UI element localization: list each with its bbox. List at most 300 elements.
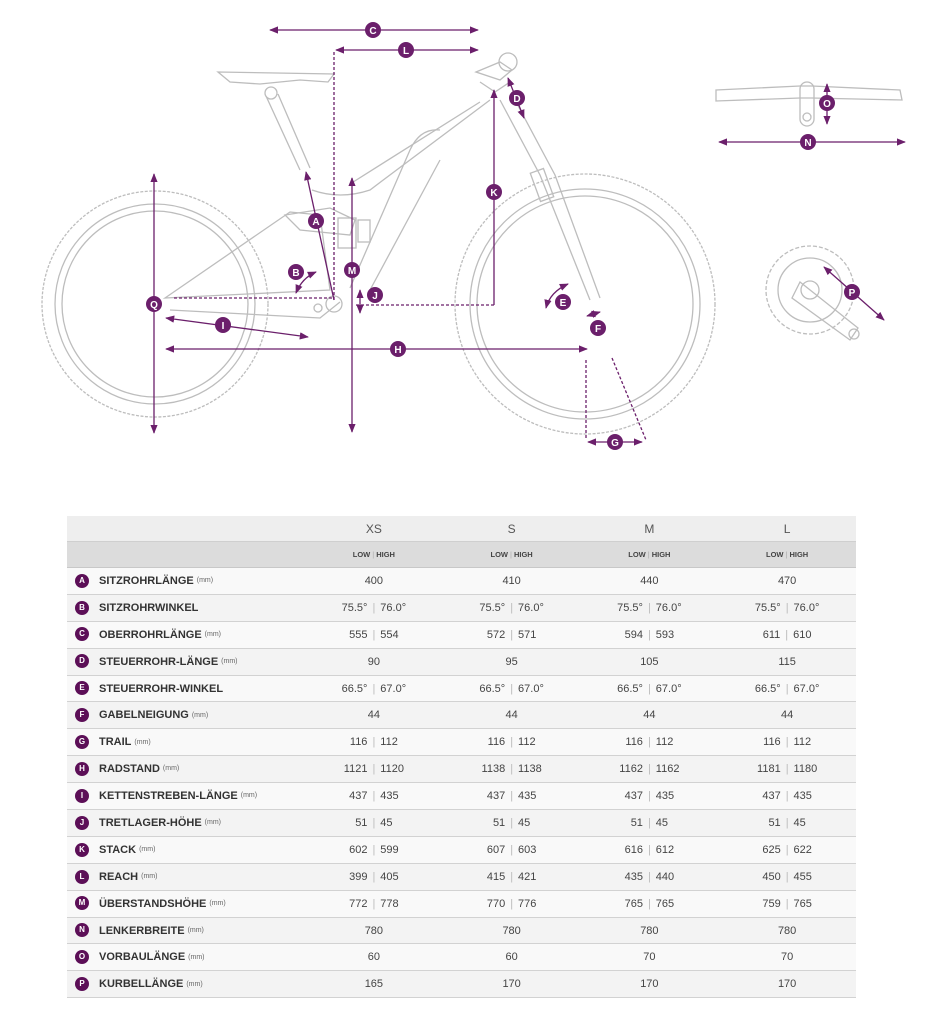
value: 105 xyxy=(640,655,659,668)
low-value: 399 xyxy=(349,870,368,883)
high-value: 622 xyxy=(793,843,812,856)
high-value: 1120 xyxy=(380,763,404,776)
value: 170 xyxy=(777,978,797,991)
low-value: 66.5° xyxy=(479,682,506,695)
size-header: XS xyxy=(305,516,443,542)
svg-text:F: F xyxy=(594,324,602,335)
low-value: 66.5° xyxy=(341,682,368,695)
parameter-unit: (mm) xyxy=(204,630,221,638)
value-cell xyxy=(718,917,856,944)
low-value: 75.5° xyxy=(479,601,506,614)
high-value: 599 xyxy=(380,843,399,856)
value-cell xyxy=(581,783,719,810)
table-row xyxy=(67,568,856,595)
high-value: 435 xyxy=(655,790,675,803)
handlebar-detail xyxy=(716,82,902,126)
separator: | xyxy=(785,897,789,910)
high-value: 45 xyxy=(655,816,669,829)
value-cell xyxy=(718,594,856,621)
low-high-header-row xyxy=(67,542,856,568)
parameter-badge: K xyxy=(75,843,89,857)
size-header-row xyxy=(67,516,856,542)
high-value: 405 xyxy=(380,870,399,883)
parameter-badge: I xyxy=(75,789,89,803)
separator: | xyxy=(372,628,376,641)
value: 70 xyxy=(781,951,794,964)
separator: | xyxy=(647,816,651,829)
low-label: LOW xyxy=(352,550,371,559)
separator: | xyxy=(510,763,514,776)
high-value: 603 xyxy=(518,843,537,856)
parameter-unit: (mm) xyxy=(221,657,238,665)
parameter-badge: O xyxy=(75,950,89,964)
value-cell xyxy=(443,863,581,890)
low-value: 759 xyxy=(762,897,781,910)
parameter-label-cell xyxy=(67,971,305,998)
geometry-rows xyxy=(67,568,856,998)
high-value: 435 xyxy=(518,790,537,803)
separator: | xyxy=(372,550,375,559)
separator: | xyxy=(785,790,789,803)
high-value: 45 xyxy=(518,816,531,829)
separator: | xyxy=(510,550,512,559)
value-cell xyxy=(305,729,443,756)
high-value: 76.0° xyxy=(380,601,407,614)
marker-k xyxy=(486,184,502,200)
low-value: 594 xyxy=(624,628,643,641)
value-cell xyxy=(443,702,581,729)
low-value: 1181 xyxy=(757,763,781,776)
parameter-name: GABELNEIGUNG xyxy=(99,709,189,722)
parameter-name: KURBELLÄNGE xyxy=(99,978,184,991)
parameter-badge: H xyxy=(75,762,89,776)
parameter-unit: (mm) xyxy=(240,792,258,800)
value-cell xyxy=(443,971,581,998)
svg-text:B: B xyxy=(292,268,300,279)
parameter-name: KETTENSTREBEN-LÄNGE xyxy=(99,789,238,802)
separator: | xyxy=(372,843,376,856)
parameter-name: SITZROHRWINKEL xyxy=(99,601,199,614)
value-cell xyxy=(443,648,581,675)
marker-n xyxy=(800,134,816,150)
svg-text:D: D xyxy=(513,94,521,105)
value: 470 xyxy=(777,574,797,587)
low-label: LOW xyxy=(490,550,509,559)
parameter-name: TRETLAGER-HÖHE xyxy=(99,816,202,829)
parameter-badge: E xyxy=(75,681,89,695)
value-cell xyxy=(305,971,443,998)
svg-text:N: N xyxy=(804,138,812,149)
separator: | xyxy=(510,816,514,829)
high-value: 67.0° xyxy=(380,682,407,695)
separator: | xyxy=(785,550,788,559)
value-cell xyxy=(443,729,581,756)
value: 400 xyxy=(364,574,384,587)
parameter-badge: G xyxy=(75,735,89,749)
bike-line-art xyxy=(42,53,715,434)
marker-m xyxy=(344,262,360,278)
low-value: 51 xyxy=(492,816,506,829)
value-cell xyxy=(718,890,856,917)
value-cell xyxy=(581,675,719,702)
table-row xyxy=(67,944,856,971)
value-cell xyxy=(718,702,856,729)
parameter-name: RADSTAND xyxy=(99,762,160,775)
high-value: 765 xyxy=(793,897,812,910)
separator: | xyxy=(372,790,376,803)
header-blank xyxy=(67,516,305,542)
parameter-name: REACH xyxy=(99,870,139,883)
separator: | xyxy=(785,763,789,776)
low-value: 616 xyxy=(624,843,643,856)
high-value: 778 xyxy=(380,897,399,910)
value-cell xyxy=(581,594,719,621)
value-cell xyxy=(718,621,856,648)
table-row xyxy=(67,675,856,702)
high-value: 765 xyxy=(655,897,675,910)
value-cell xyxy=(305,648,443,675)
marker-q xyxy=(146,296,162,312)
separator: | xyxy=(372,763,376,776)
high-label: HIGH xyxy=(376,550,395,559)
parameter-badge: F xyxy=(75,708,89,722)
separator: | xyxy=(372,816,376,829)
parameter-name: STEUERROHR-LÄNGE xyxy=(99,655,219,668)
table-row xyxy=(67,890,856,917)
separator: | xyxy=(510,897,514,910)
value-cell xyxy=(305,944,443,971)
high-value: 593 xyxy=(655,628,675,641)
parameter-badge: D xyxy=(75,654,89,668)
value-cell xyxy=(443,810,581,837)
svg-text:G: G xyxy=(611,438,619,449)
parameter-name: VORBAULÄNGE xyxy=(99,951,186,964)
svg-text:P: P xyxy=(848,288,856,299)
value-cell xyxy=(443,621,581,648)
size-header: L xyxy=(718,516,856,542)
svg-text:H: H xyxy=(394,345,402,356)
parameter-badge: M xyxy=(75,896,89,910)
marker-h xyxy=(390,341,406,357)
parameter-name: LENKERBREITE xyxy=(99,924,185,937)
value-cell xyxy=(443,756,581,783)
separator: | xyxy=(372,736,376,749)
parameter-badge: L xyxy=(75,870,89,884)
value-cell xyxy=(443,594,581,621)
value: 410 xyxy=(502,574,521,587)
value: 780 xyxy=(364,924,384,937)
high-value: 421 xyxy=(518,870,537,883)
size-header: M xyxy=(581,516,719,542)
table-row xyxy=(67,783,856,810)
separator: | xyxy=(647,843,651,856)
value-cell xyxy=(581,863,719,890)
parameter-label-cell xyxy=(67,729,305,756)
table-row xyxy=(67,863,856,890)
separator: | xyxy=(510,682,514,695)
high-value: 76.0° xyxy=(793,601,820,614)
separator: | xyxy=(785,601,789,614)
high-value: 571 xyxy=(518,628,537,641)
low-value: 66.5° xyxy=(617,682,643,695)
marker-f xyxy=(590,320,606,336)
high-value: 776 xyxy=(518,897,537,910)
svg-text:K: K xyxy=(490,188,498,199)
value-cell xyxy=(718,675,856,702)
separator: | xyxy=(510,843,514,856)
low-value: 602 xyxy=(349,843,368,856)
low-high-label xyxy=(443,542,581,568)
value: 780 xyxy=(777,924,797,937)
value-cell xyxy=(718,863,856,890)
parameter-unit: (mm) xyxy=(188,953,205,961)
value-cell xyxy=(718,568,856,595)
separator: | xyxy=(647,736,651,749)
high-label: HIGH xyxy=(651,550,671,559)
value-cell xyxy=(581,621,719,648)
marker-c xyxy=(365,22,381,38)
value-cell xyxy=(305,621,443,648)
value-cell xyxy=(305,836,443,863)
value: 44 xyxy=(505,709,518,722)
low-value: 51 xyxy=(355,816,368,829)
parameter-label-cell xyxy=(67,944,305,971)
low-value: 437 xyxy=(624,790,643,803)
table-row xyxy=(67,729,856,756)
low-value: 1121 xyxy=(343,763,368,776)
low-value: 625 xyxy=(762,843,781,856)
low-value: 1138 xyxy=(481,763,506,776)
parameter-name: SITZROHRLÄNGE xyxy=(99,574,194,587)
separator: | xyxy=(647,870,651,883)
value-cell xyxy=(443,917,581,944)
parameter-unit: (mm) xyxy=(134,738,151,746)
value-cell xyxy=(581,944,719,971)
value: 95 xyxy=(505,655,518,668)
table-row xyxy=(67,594,856,621)
value: 44 xyxy=(367,709,380,722)
high-value: 112 xyxy=(793,736,812,749)
value-cell xyxy=(305,675,443,702)
parameter-unit: (mm) xyxy=(141,873,158,880)
high-value: 455 xyxy=(793,870,812,883)
table-row xyxy=(67,836,856,863)
low-value: 555 xyxy=(349,628,368,641)
value-cell xyxy=(581,836,719,863)
value-cell xyxy=(305,756,443,783)
separator: | xyxy=(372,682,376,695)
high-value: 112 xyxy=(380,736,398,749)
separator: | xyxy=(785,682,789,695)
marker-a xyxy=(308,213,324,229)
high-value: 435 xyxy=(380,790,399,803)
low-high-label xyxy=(718,542,856,568)
high-value: 1138 xyxy=(518,763,542,776)
separator: | xyxy=(647,682,651,695)
value-cell xyxy=(305,810,443,837)
parameter-label-cell xyxy=(67,702,305,729)
high-label: HIGH xyxy=(789,550,809,559)
value-cell xyxy=(443,568,581,595)
parameter-unit: (mm) xyxy=(186,980,203,988)
separator: | xyxy=(372,870,376,883)
value-cell xyxy=(581,971,719,998)
value-cell xyxy=(581,810,719,837)
low-value: 75.5° xyxy=(617,601,643,614)
parameter-name: ÜBERSTANDSHÖHE xyxy=(99,897,207,910)
value-cell xyxy=(305,594,443,621)
marker-d xyxy=(509,90,525,106)
svg-text:O: O xyxy=(823,99,831,110)
high-label: HIGH xyxy=(513,550,533,559)
separator: | xyxy=(510,628,514,641)
value-cell xyxy=(305,917,443,944)
parameter-label-cell xyxy=(67,836,305,863)
separator: | xyxy=(510,870,514,883)
value-cell xyxy=(581,756,719,783)
value: 60 xyxy=(505,951,518,964)
parameter-name: STEUERROHR-WINKEL xyxy=(99,682,224,695)
value-cell xyxy=(718,648,856,675)
value: 70 xyxy=(643,951,656,964)
table-row xyxy=(67,810,856,837)
separator: | xyxy=(647,601,651,614)
low-high-label xyxy=(305,542,443,568)
value-cell xyxy=(718,756,856,783)
marker-o xyxy=(819,95,835,111)
value: 780 xyxy=(502,924,521,937)
parameter-label-cell xyxy=(67,783,305,810)
high-value: 112 xyxy=(655,736,674,749)
parameter-badge: B xyxy=(75,601,89,615)
table-row xyxy=(67,621,856,648)
value-cell xyxy=(581,648,719,675)
value-cell xyxy=(581,702,719,729)
parameter-label-cell xyxy=(67,568,305,595)
value: 170 xyxy=(502,978,521,991)
svg-text:M: M xyxy=(347,266,357,277)
parameter-name: STACK xyxy=(99,843,137,856)
marker-p xyxy=(844,284,860,300)
value-cell xyxy=(305,890,443,917)
high-value: 76.0° xyxy=(655,601,682,614)
high-value: 45 xyxy=(793,816,806,829)
low-value: 1162 xyxy=(619,763,643,776)
value-cell xyxy=(443,675,581,702)
value: 170 xyxy=(640,978,659,991)
low-value: 437 xyxy=(762,790,781,803)
low-value: 450 xyxy=(762,870,781,883)
low-value: 572 xyxy=(486,628,506,641)
separator: | xyxy=(785,628,789,641)
low-value: 66.5° xyxy=(754,682,781,695)
separator: | xyxy=(510,736,514,749)
value-cell xyxy=(718,944,856,971)
marker-g xyxy=(607,434,623,450)
parameter-unit: (mm) xyxy=(196,577,214,585)
low-value: 116 xyxy=(625,736,643,749)
low-value: 51 xyxy=(630,816,643,829)
low-label: LOW xyxy=(628,550,646,559)
separator: | xyxy=(785,843,789,856)
low-value: 770 xyxy=(486,897,506,910)
parameter-unit: (mm) xyxy=(162,765,180,773)
low-value: 607 xyxy=(486,843,506,856)
high-value: 112 xyxy=(518,736,536,749)
high-value: 67.0° xyxy=(518,682,544,695)
low-value: 116 xyxy=(487,736,506,749)
parameter-unit: (mm) xyxy=(187,926,204,934)
parameter-name: OBERROHRLÄNGE xyxy=(99,628,202,641)
value-cell xyxy=(718,783,856,810)
value-cell xyxy=(443,783,581,810)
header-blank xyxy=(67,542,305,568)
parameter-label-cell xyxy=(67,863,305,890)
parameter-label-cell xyxy=(67,648,305,675)
low-value: 611 xyxy=(762,628,781,641)
value: 440 xyxy=(640,574,659,587)
high-value: 1180 xyxy=(793,763,818,776)
marker-i xyxy=(215,317,231,333)
value: 44 xyxy=(781,709,794,722)
table-row xyxy=(67,756,856,783)
value-cell xyxy=(305,568,443,595)
svg-text:C: C xyxy=(369,26,377,37)
svg-text:J: J xyxy=(372,291,378,302)
low-value: 51 xyxy=(768,816,781,829)
low-value: 415 xyxy=(486,870,506,883)
high-value: 1162 xyxy=(655,763,680,776)
svg-text:Q: Q xyxy=(150,300,158,311)
parameter-unit: (mm) xyxy=(204,819,221,827)
high-value: 67.0° xyxy=(655,682,682,695)
parameter-unit: (mm) xyxy=(191,711,209,719)
high-value: 610 xyxy=(793,628,812,641)
separator: | xyxy=(372,601,376,614)
value: 90 xyxy=(367,655,380,668)
value-cell xyxy=(305,863,443,890)
value-cell xyxy=(718,836,856,863)
value-cell xyxy=(581,917,719,944)
separator: | xyxy=(510,601,514,614)
value-cell xyxy=(581,729,719,756)
parameter-label-cell xyxy=(67,890,305,917)
low-value: 75.5° xyxy=(754,601,781,614)
separator: | xyxy=(647,897,651,910)
separator: | xyxy=(647,550,650,559)
value: 44 xyxy=(643,709,656,722)
geometry-table xyxy=(67,516,856,998)
low-value: 437 xyxy=(486,790,506,803)
svg-text:I: I xyxy=(221,321,225,332)
parameter-label-cell xyxy=(67,810,305,837)
low-value: 116 xyxy=(763,736,781,749)
parameter-label-cell xyxy=(67,675,305,702)
marker-e xyxy=(555,294,571,310)
value-cell xyxy=(305,783,443,810)
value: 165 xyxy=(364,978,384,991)
parameter-label-cell xyxy=(67,621,305,648)
svg-text:L: L xyxy=(402,46,410,57)
parameter-badge: C xyxy=(75,627,89,641)
low-value: 772 xyxy=(349,897,368,910)
low-value: 437 xyxy=(349,790,368,803)
value-cell xyxy=(443,944,581,971)
size-header: S xyxy=(443,516,581,542)
marker-l xyxy=(398,42,414,58)
parameter-unit: (mm) xyxy=(139,846,156,854)
value-cell xyxy=(718,729,856,756)
